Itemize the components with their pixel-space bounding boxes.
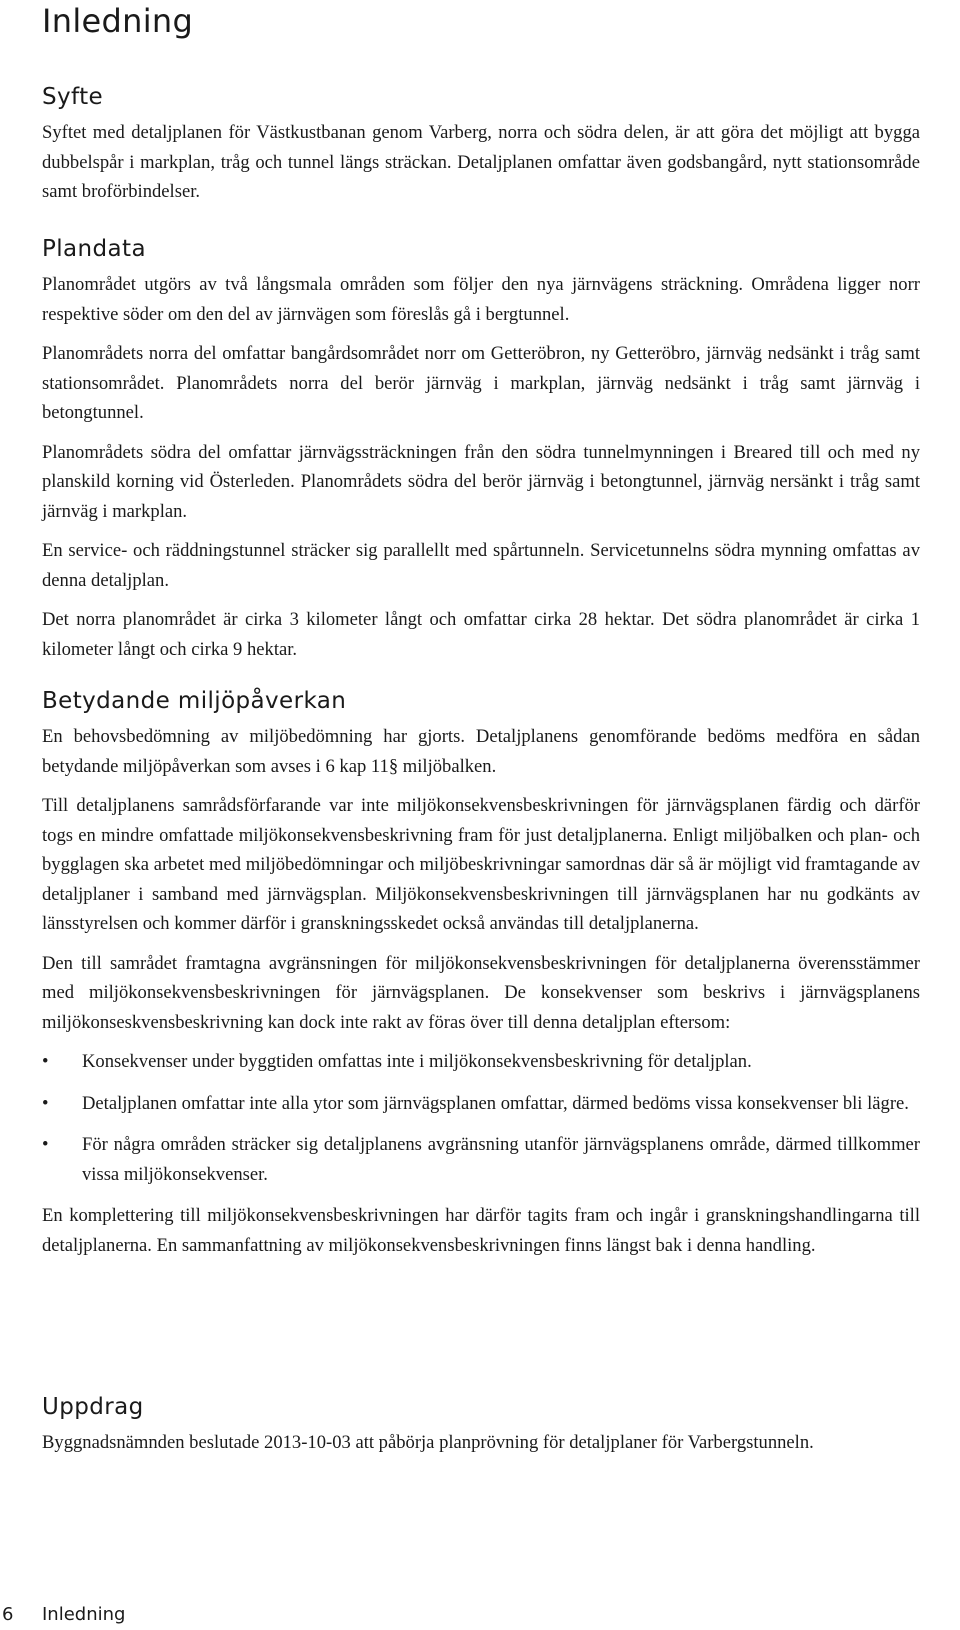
paragraph: En komplettering till miljökonsekvensbeskrivningen har därför tagits fram och ingår i granskningshandlingarna till detaljplanerna. En sammanfattning av miljökonsekvensbeskrivningen finns längst bak i denna handling. <box>42 1205 920 1256</box>
paragraph: Det norra planområdet är cirka 3 kilometer långt och omfattar cirka 28 hektar. Det södra planområdet är cirka 1 kilometer långt och cirka 9 hektar. <box>42 609 920 660</box>
paragraph: Till detaljplanens samrådsförfarande var inte miljökonsekvensbeskrivningen för järnvägsplanen färdig och därför togs en mindre omfattade miljökonsekvensbeskrivning fram för just detaljplanerna. Enligt miljöbalken och plan- och bygglagen ska arbetet med miljöbedömningar och miljöbeskrivningar samordnas där så är möjligt vid framtagande av detaljplaner i samband med järnvägsplan. Miljökonsekvensbeskrivningen till järnvägsplanen har nu godkänts av länsstyrelsen och kommer därför i granskningsskedet också användas till detaljplanerna. <box>42 795 920 934</box>
paragraph: Den till samrådet framtagna avgränsningen för miljökonsekvensbeskrivningen för detaljplanerna överensstämmer med miljökonsekvensbeskrivningen för järnvägsplanen. De konsekvenser som beskrivs i järnvägsplanens miljökonseskvensbeskrivning kan dock inte rakt av föras över till denna detaljplan eftersom: <box>42 952 920 1033</box>
paragraph: Planområdets södra del omfattar järnvägssträckningen från den södra tunnelmynningen i Breared till och med ny planskild korning vid Österleden. Planområdets södra del berör järnväg i betongtunnel, järnväg nersänkt i tråg samt järnväg i markplan. <box>42 441 920 522</box>
paragraph: Byggnadsnämnden beslutade 2013-10-03 att påbörja planprövning för detaljplaner för Varbergstunneln. <box>42 1432 814 1453</box>
paragraph: Planområdet utgörs av två långsmala områden som följer den nya järnvägens sträckning. Områdena ligger norr respektive söder om den del av järnvägen som föreslås gå i bergtunnel. <box>42 274 920 325</box>
paragraph: En service- och räddningstunnel sträcker sig parallellt med spårtunneln. Servicetunnelns södra mynning omfattas av denna detaljplan. <box>42 540 920 591</box>
list-item <box>42 1130 920 1189</box>
list-item-text: Detaljplanen omfattar inte alla ytor som järnvägsplanen omfattar, därmed bedöms vissa konsekvenser bli lägre. <box>82 1092 909 1114</box>
bullet-icon: • <box>42 1134 49 1155</box>
section-plandata <box>42 236 920 674</box>
bullet-list <box>42 1047 920 1189</box>
section-betydande-miljopaverkan <box>42 688 920 1270</box>
section-heading: Uppdrag <box>42 1394 144 1420</box>
list-item-text: Konsekvenser under byggtiden omfattas inte i miljökonsekvensbeskrivning för detaljplan. <box>82 1051 752 1072</box>
bullet-icon: • <box>42 1051 49 1072</box>
list-item <box>42 1047 920 1077</box>
section-heading: Syfte <box>42 84 104 110</box>
footer-section-label: Inledning <box>42 1604 126 1625</box>
section-heading: Plandata <box>42 236 146 262</box>
section-syfte <box>42 84 920 217</box>
section-uppdrag <box>42 1394 920 1468</box>
page-number: 6 <box>2 1604 14 1625</box>
bullet-icon: • <box>42 1092 49 1114</box>
paragraph: En behovsbedömning av miljöbedömning har gjorts. Detaljplanens genomförande bedöms medföra en sådan betydande miljöpåverkan som avses i 6 kap 11§ miljöbalken. <box>42 726 920 777</box>
list-item <box>42 1089 920 1119</box>
page-title: Inledning <box>42 2 194 40</box>
list-item-text: För några områden sträcker sig detaljplanens avgränsning utanför järnvägsplanens område, därmed tillkommer vissa miljökonsekvenser. <box>82 1134 920 1185</box>
section-heading: Betydande miljöpåverkan <box>42 688 347 714</box>
paragraph: Syftet med detaljplanen för Västkustbanan genom Varberg, norra och södra delen, är att göra det möjligt att bygga dubbelspår i markplan, tråg och tunnel längs sträckan. Detaljplanen omfattar även godsbangård, nytt stationsområde samt broförbindelser. <box>42 122 920 202</box>
paragraph: Planområdets norra del omfattar bangårdsområdet norr om Getteröbron, ny Getteröbro, järnväg nedsänkt i tråg samt stationsområdet. Planområdets norra del berör järnväg i markplan, järnväg nedsänkt i tråg samt järnväg i betongtunnel. <box>42 343 920 423</box>
